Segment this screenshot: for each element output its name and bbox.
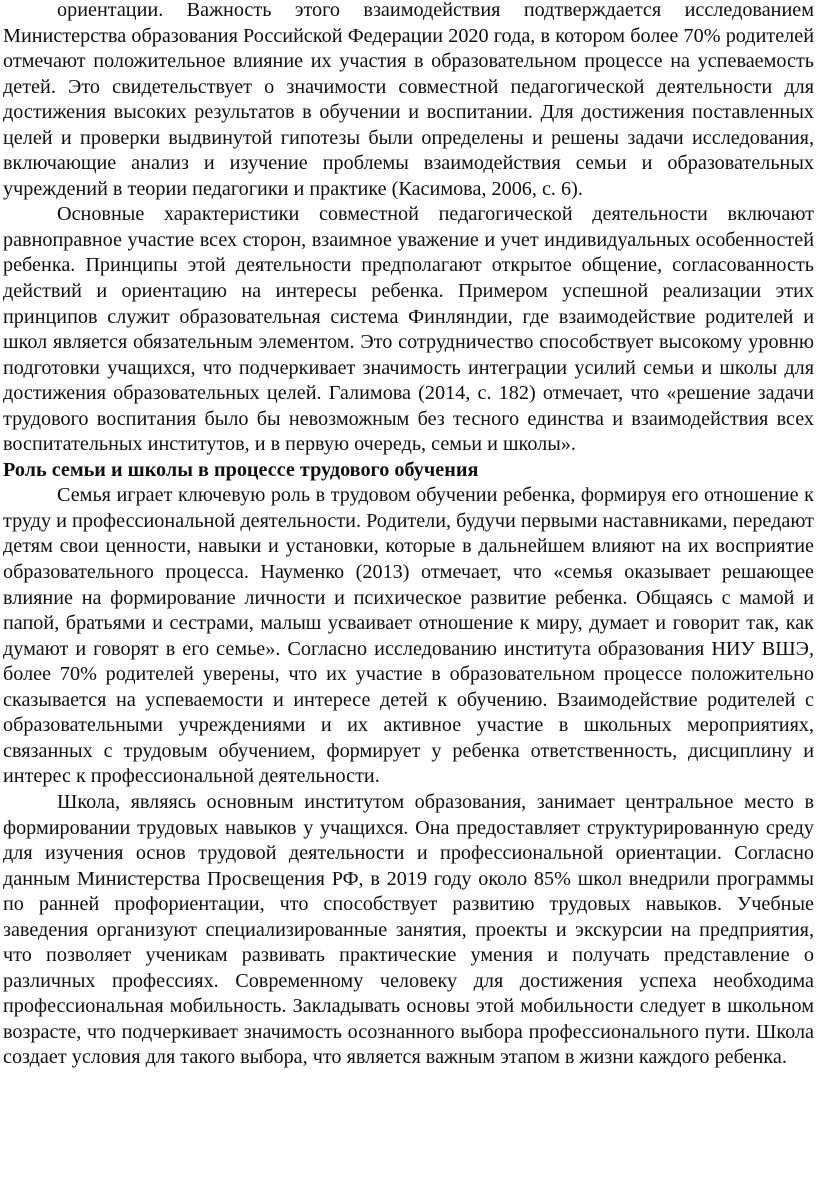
- section-heading: Роль семьи и школы в процессе трудового обучения: [3, 458, 479, 481]
- paragraph-characteristics: Основные характеристики совместной педагогической деятельности включают равноправное участие всех сторон, взаимное уважение и учет индивидуальных особенностей ребенка. Принципы этой деятельности предполагают открытое общение, согласованность действий и ориентацию на интересы ребенка. Примером успешной реализации этих принципов служит образовательная система Финляндии, где взаимодействие родителей и школ является обязательным элементом. Это сотрудничество способствует высокому уровню подготовки учащихся, что подчеркивает значимость интеграции усилий семьи и школы для достижения образовательных целей. Галимова (2014, с. 182) отмечает, что «решение задачи трудового воспитания было бы невозможным без тесного единства и взаимодействия всех воспитательных институтов, и в первую очередь, семьи и школы».: [3, 203, 814, 456]
- paragraph-continuation: ориентации. Важность этого взаимодействия подтверждается исследованием Министерства образования Российской Федерации 2020 года, в котором более 70% родителей отмечают положительное влияние их участия в образовательном процессе на успеваемость детей. Это свидетельствует о значимости совместной педагогической деятельности для достижения высоких результатов в обучении и воспитании. Для достижения поставленных целей и проверки выдвинутой гипотезы были определены и решены задачи исследования, включающие анализ и изучение проблемы взаимодействия семьи и образовательных учреждений в теории педагогики и практике (Касимова, 2006, с. 6).: [3, 0, 814, 200]
- paragraph-school-role: Школа, являясь основным институтом образования, занимает центральное место в формировании трудовых навыков у учащихся. Она предоставляет структурированную среду для изучения основ трудовой деятельности и профессиональной ориентации. Согласно данным Министерства Просвещения РФ, в 2019 году около 85% школ внедрили программы по ранней профориентации, что способствует развитию трудовых навыков. Учебные заведения организуют специализированные занятия, проекты и экскурсии на предприятия, что позволяет ученикам развивать практические умения и получать представление о различных профессиях. Современному человеку для достижения успеха необходима профессиональная мобильность. Закладывать основы этой мобильности следует в школьном возрасте, что подчеркивает значимость осознанного выбора профессионального пути. Школа создает условия для такого выбора, что является важным этапом в жизни каждого ребенка.: [3, 790, 814, 1069]
- paragraph-family-role: Семья играет ключевую роль в трудовом обучении ребенка, формируя его отношение к труду и профессиональной деятельности. Родители, будучи первыми наставниками, передают детям свои ценности, навыки и установки, которые в дальнейшем влияют на их восприятие образовательного процесса. Науменко (2013) отмечает, что «семья оказывает решающее влияние на формирование личности и психическое развитие ребенка. Общаясь с мамой и папой, братьями и сестрами, малыш усваивает отношение к миру, думает и говорит так, как думают и говорят в его семье». Согласно исследованию института образования НИУ ВШЭ, более 70% родителей уверены, что их участие в образовательном процессе положительно сказывается на успеваемости и интересе детей к обучению. Взаимодействие родителей с образовательными учреждениями и их активное участие в школьных мероприятиях, связанных с трудовым обучением, формирует у ребенка ответственность, дисциплину и интерес к профессиональной деятельности.: [3, 484, 814, 788]
- document-body: [3, 0, 814, 1071]
